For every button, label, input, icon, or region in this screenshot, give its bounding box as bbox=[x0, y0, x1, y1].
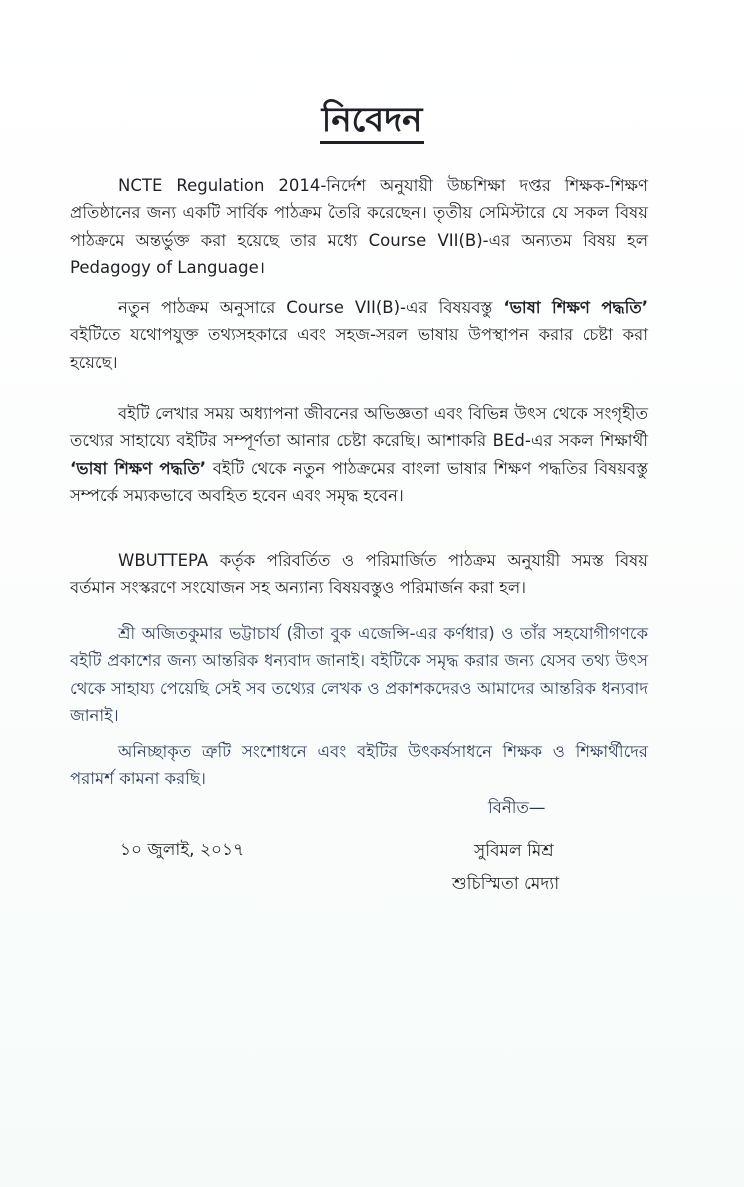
paragraph-3-text-end: বইটি থেকে নতুন পাঠক্রমের বাংলা ভাষার শিক্ষণ পদ্ধতির বিষয়বস্তু সম্পর্কে সম্যকভাবে অবহিত হবেন এবং সমৃদ্ধ হবেন। bbox=[70, 458, 648, 505]
book-title-emphasis: ‘ভাষা শিক্ষণ পদ্ধতি’ bbox=[503, 298, 649, 317]
author-name-1: সুবিমল মিশ্র bbox=[474, 841, 554, 861]
paragraph-2-text-end: বইটিতে যথোপযুক্ত তথ্যসহকারে এবং সহজ-সরল ভাষায় উপস্থাপন করার চেষ্টা করা হয়েছে। bbox=[70, 325, 648, 372]
paragraph-5: শ্রী অজিতকুমার ভট্টাচার্য (রীতা বুক এজেন্সি-এর কর্ণধার) ও তাঁর সহযোগীগণকে বইটি প্রকাশের জন্য আন্তরিক ধন্যবাদ জানাই। বইটিকে সমৃদ্ধ করার জন্য যেসব তথ্য উৎস থেকে সাহায্য পেয়েছি সেই সব তথ্যের লেখক ও প্রকাশকদেরও আমাদের আন্তরিক ধন্যবাদ জানাই। bbox=[70, 624, 648, 725]
signoff-label: বিনীত— bbox=[488, 798, 546, 817]
paragraph-4: WBUTTEPA কর্তৃক পরিবর্তিত ও পরিমার্জিত পাঠক্রম অনুযায়ী সমস্ত বিষয় বর্তমান সংস্করণে সংযোজন সহ অন্যান্য বিষয়বস্তুও পরিমার্জন করা হল। bbox=[70, 551, 648, 598]
paragraph-1: NCTE Regulation 2014-নির্দেশ অনুযায়ী উচ্চশিক্ষা দপ্তর শিক্ষক-শিক্ষণ প্রতিষ্ঠানের জন্য একটি সার্বিক পাঠক্রম তৈরি করেছেন। তৃতীয় সেমিস্টারে যে সকল বিষয় পাঠক্রমে অন্তর্ভুক্ত করা হয়েছে তার মধ্যে Course VII(B)-এর অন্যতম বিষয় হল Pedagogy of Language। bbox=[70, 176, 648, 277]
paragraph-2-text-start: নতুন পাঠক্রম অনুসারে Course VII(B)-এর বিষয়বস্তু bbox=[118, 298, 504, 317]
book-title-emphasis-2: ‘ভাষা শিক্ষণ পদ্ধতি’ bbox=[70, 458, 207, 478]
page-title-text: নিবেদন bbox=[320, 99, 425, 144]
author-name-2: শুচিস্মিতা মেদ্যা bbox=[452, 874, 560, 894]
paragraph-3-text-start: বইটি লেখার সময় অধ্যাপনা জীবনের অভিজ্ঞতা এবং বিভিন্ন উৎস থেকে সংগৃহীত তথ্যের সাহায্যে বইটির সম্পূর্ণতা আনার চেষ্টা করেছি। আশাকরি BEd-এর সকল শিক্ষার্থী bbox=[70, 404, 648, 451]
paragraph-6: অনিচ্ছাকৃত ত্রুটি সংশোধনে এবং বইটির উৎকর্ষসাধনে শিক্ষক ও শিক্ষার্থীদের পরামর্শ কামনা করছি। bbox=[70, 742, 648, 789]
paragraph-3 bbox=[70, 400, 648, 509]
paragraph-2 bbox=[70, 294, 648, 376]
page-title bbox=[0, 96, 744, 144]
preface-date: ১০ জুলাই, ২০১৭ bbox=[120, 840, 245, 860]
